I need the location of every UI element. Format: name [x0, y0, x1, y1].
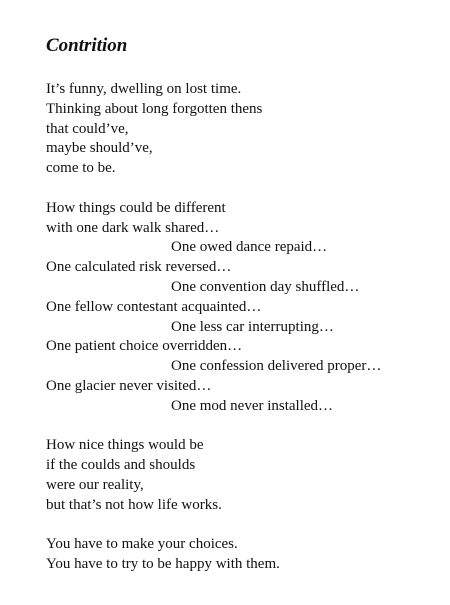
poem-line: that could’ve, [46, 120, 129, 137]
poem-line-indented: One owed dance repaid… [171, 239, 328, 256]
poem-line: How things could be different [46, 199, 226, 216]
poem-line: You have to make your choices. [46, 536, 238, 553]
poem-line: One fellow contestant acquainted… [46, 298, 262, 315]
poem-line: with one dark walk shared… [46, 219, 220, 236]
poem-line: maybe should’ve, [46, 140, 153, 157]
poem-line-indented: One less car interrupting… [171, 318, 334, 335]
poem-line: You have to try to be happy with them. [46, 556, 280, 573]
poem-line-indented: One confession delivered proper… [171, 358, 382, 375]
poem-line: come to be. [46, 160, 116, 177]
poem-stanza [46, 535, 436, 575]
poem-line-indented: One convention day shuffled… [171, 278, 360, 295]
poem-line: but that’s not how life works. [46, 496, 222, 513]
poem-line: if the coulds and shoulds [46, 457, 196, 474]
poem-line: were our reality, [46, 476, 144, 493]
poem-stanza [46, 436, 436, 515]
poem-body [46, 80, 436, 595]
poem-line: It’s funny, dwelling on lost time. [46, 81, 242, 97]
poem-line-indented: One mod never installed… [171, 397, 334, 414]
poem-stanza [46, 199, 436, 417]
poem-line: One patient choice overridden… [46, 338, 243, 355]
poem-line: Thinking about long forgotten thens [46, 100, 263, 117]
poem-line: How nice things would be [46, 437, 204, 454]
poem-stanza [46, 80, 436, 179]
poem-line: One glacier never visited… [46, 377, 212, 394]
poem-title: Contrition [46, 35, 128, 56]
poem-line: One calculated risk reversed… [46, 259, 232, 276]
